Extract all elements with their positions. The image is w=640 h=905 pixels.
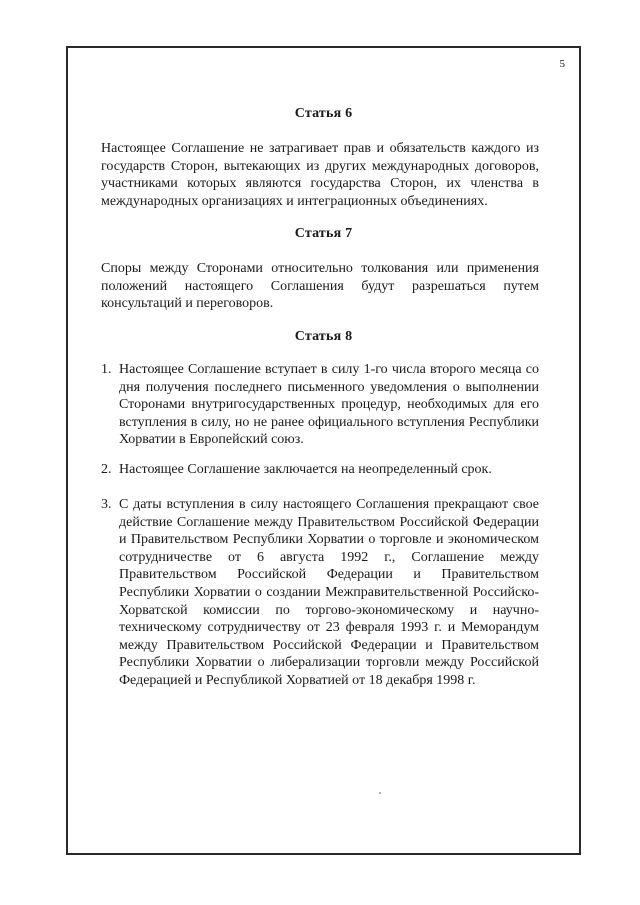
article-8-heading: Статья 8 xyxy=(294,329,353,344)
article-7-heading: Статья 7 xyxy=(294,226,353,241)
item-number: 3. xyxy=(101,497,112,512)
article-6-text: Настоящее Соглашение не затрагивает прав и обязательств каждого из государств Сторон, вытекающих из других международных договоров, участниками которых являются государства Сторон, их членства в международных организациях и интеграционных объединениях. xyxy=(101,141,539,209)
page-border-frame xyxy=(66,46,581,855)
item-number: 2. xyxy=(101,462,112,477)
scan-speck xyxy=(379,792,381,794)
item-text: Настоящее Соглашение заключается на неопределенный срок. xyxy=(119,462,492,477)
page-number: 5 xyxy=(559,58,565,70)
article-8-item-1 xyxy=(101,361,539,449)
item-number: 1. xyxy=(101,362,112,377)
article-6-heading: Статья 6 xyxy=(294,106,353,121)
article-8-item-3 xyxy=(101,496,539,690)
article-7-text: Споры между Сторонами относительно толкования или применения положений настоящего Соглашения будут разрешаться путем консультаций и переговоров. xyxy=(101,261,539,312)
item-text: Настоящее Соглашение вступает в силу 1-го числа второго месяца со дня получения последнего письменного уведомления о выполнении Сторонами внутригосударственных процедур, необходимых для его вступления в силу, но не ранее официального вступления Республики Хорватии в Европейский союз. xyxy=(119,362,539,448)
article-8-item-2 xyxy=(101,461,539,479)
item-text: С даты вступления в силу настоящего Соглашения прекращают свое действие Соглашение между Правительством Российской Федерации и Правительством Республики Хорватии о торговле и экономическом сотрудничестве от 6 августа 1992 г., Соглашение между Правительством Российской Федерации и Правительством Республики Хорватии о создании Межправительственной Российско-Хорватской комиссии по торгово-экономическому и научно-техническому сотрудничеству от 23 февраля 1993 г. и Меморандум между Правительством Российской Федерации и Правительством Республики Хорватии о либерализации торговли между Российской Федерацией и Республикой Хорватией от 18 декабря 1998 г. xyxy=(119,497,539,688)
